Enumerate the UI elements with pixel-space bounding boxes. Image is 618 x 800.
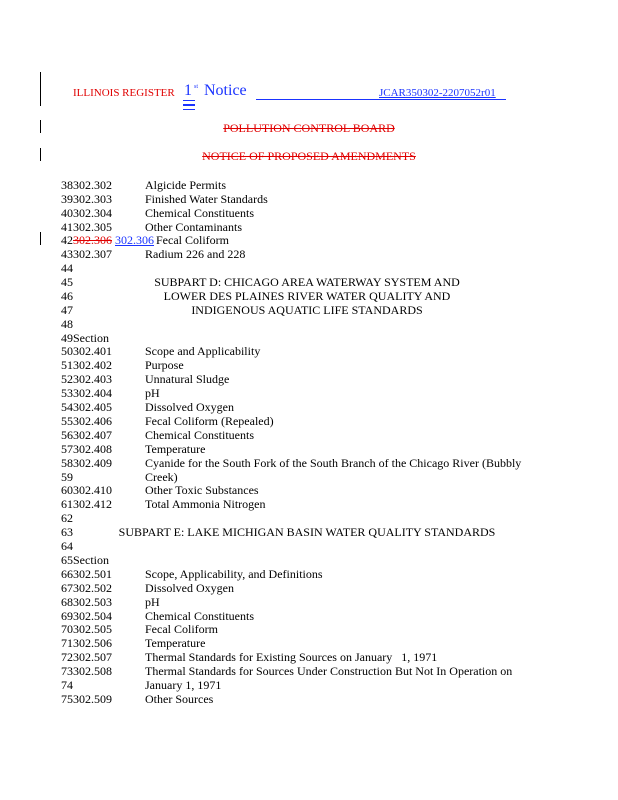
board-name: POLLUTION CONTROL BOARD (223, 121, 395, 135)
line-text: 49 (61, 331, 73, 345)
line-text: 302.508 (73, 664, 112, 678)
line-text: 63 (61, 525, 73, 539)
line-text: 302.407 (73, 428, 112, 442)
line-text: Fecal Coliform (145, 622, 218, 636)
line-text: 71 (61, 636, 73, 650)
line-text: Fecal Coliform (Repealed) (145, 414, 274, 428)
line-text: 302.404 (73, 386, 112, 400)
subpart-heading (61, 275, 581, 289)
line-text: 56 (61, 428, 73, 442)
line-text: 40 (61, 206, 73, 220)
line-text: 53 (61, 386, 73, 400)
line-text: Temperature (145, 636, 206, 650)
line-text: 302.506 (73, 636, 112, 650)
line-text: 302.507 (73, 650, 112, 664)
page-header (73, 83, 513, 103)
line-text: Total Ammonia Nitrogen (145, 497, 266, 511)
line-text: Dissolved Oxygen (145, 581, 234, 595)
line-text: SUBPART E: LAKE MICHIGAN BASIN WATER QUALITY STANDARDS (118, 525, 496, 539)
line-text: 52 (61, 372, 73, 386)
line-text: pH (145, 595, 160, 609)
line-text: 60 (61, 483, 73, 497)
line-text: 48 (61, 317, 73, 331)
line-text: 70 (61, 622, 73, 636)
line-text: Section (73, 331, 109, 345)
line-text: 302.305 (73, 220, 112, 234)
line-text: 38 (61, 178, 73, 192)
document-code: JCAR350302-2207052r01 (379, 87, 496, 99)
line-text: 302.406 (73, 414, 112, 428)
line-text: 46 (61, 289, 73, 303)
line-text: Radium 226 and 228 (145, 247, 246, 261)
inserted-section: 302.306 (115, 233, 154, 247)
line-text: Unnatural Sludge (145, 372, 230, 386)
line-text: 302.502 (73, 581, 112, 595)
page-number-suffix: st (194, 84, 199, 90)
line-text: LOWER DES PLAINES RIVER WATER QUALITY AND (163, 289, 451, 303)
page-number: 1 (184, 82, 192, 99)
line-text: 41 (61, 220, 73, 234)
line-text: 42 (61, 233, 73, 247)
line-text: Finished Water Standards (145, 192, 268, 206)
line-text: 302.503 (73, 595, 112, 609)
line-text: 39 (61, 192, 73, 206)
notice-label: Notice (204, 82, 247, 99)
subpart-heading (61, 289, 581, 303)
line-text: Creek) (145, 470, 178, 484)
line-text: 302.410 (73, 483, 112, 497)
line-text: Other Contaminants (145, 220, 242, 234)
line-text: 57 (61, 442, 73, 456)
line-text: 302.304 (73, 206, 112, 220)
line-text: 302.302 (73, 178, 112, 192)
line-text: Dissolved Oxygen (145, 400, 234, 414)
register-title: ILLINOIS REGISTER (73, 87, 175, 99)
line-text: Chemical Constituents (145, 428, 254, 442)
line-text: 54 (61, 400, 73, 414)
line-text: 67 (61, 581, 73, 595)
line-text: 302.402 (73, 358, 112, 372)
line-text: Thermal Standards for Sources Under Construction But Not In Operation on (145, 664, 513, 678)
line-text: Scope and Applicability (145, 344, 261, 358)
line-text: 75 (61, 692, 73, 706)
line-text: 302.409 (73, 456, 112, 470)
line-text: 44 (61, 261, 73, 275)
line-text: 302.504 (73, 609, 112, 623)
line-text: 45 (61, 275, 73, 289)
line-text: Purpose (145, 358, 184, 372)
line-text: Section (73, 553, 109, 567)
line-text: 302.408 (73, 442, 112, 456)
header-rule (256, 99, 506, 100)
line-text: 302.303 (73, 192, 112, 206)
line-text: Fecal Coliform (156, 233, 229, 247)
line-text: 59 (61, 470, 73, 484)
line-text: 302.412 (73, 497, 112, 511)
line-text: 65 (61, 553, 73, 567)
line-text: Chemical Constituents (145, 206, 254, 220)
line-text: January 1, 1971 (145, 678, 222, 692)
line-text: pH (145, 386, 160, 400)
deleted-section: 302.306 (73, 233, 112, 247)
line-text: 62 (61, 511, 73, 525)
line-text: 302.307 (73, 247, 112, 261)
line-text: 50 (61, 344, 73, 358)
line-text: 43 (61, 247, 73, 261)
line-text: INDIGENOUS AQUATIC LIFE STANDARDS (191, 303, 423, 317)
line-text: 72 (61, 650, 73, 664)
line-text: 51 (61, 358, 73, 372)
line-text: 302.501 (73, 567, 112, 581)
line-text: 302.401 (73, 344, 112, 358)
line-text: 68 (61, 595, 73, 609)
line-text: 58 (61, 456, 73, 470)
line-text: 302.509 (73, 692, 112, 706)
notice-title: NOTICE OF PROPOSED AMENDMENTS (202, 149, 416, 163)
subpart-heading (61, 303, 581, 317)
line-text: Thermal Standards for Existing Sources on January 1, 1971 (145, 650, 438, 664)
line-text: SUBPART D: CHICAGO AREA WATERWAY SYSTEM AND (154, 275, 460, 289)
line-text: 61 (61, 497, 73, 511)
line-text: 66 (61, 567, 73, 581)
double-underline-mark (183, 105, 195, 110)
line-text: Other Toxic Substances (145, 483, 259, 497)
line-text: Temperature (145, 442, 206, 456)
line-text: Chemical Constituents (145, 609, 254, 623)
line-text: 302.405 (73, 400, 112, 414)
line-text: Algicide Permits (145, 178, 226, 192)
change-bar (40, 72, 41, 106)
line-text: 302.403 (73, 372, 112, 386)
line-text: 55 (61, 414, 73, 428)
change-bar (40, 232, 41, 245)
subpart-heading (61, 525, 581, 539)
line-text: 74 (61, 678, 73, 692)
line-text: 47 (61, 303, 73, 317)
line-text: Scope, Applicability, and Definitions (145, 567, 323, 581)
line-text: 64 (61, 539, 73, 553)
line-text: 73 (61, 664, 73, 678)
line-text: Cyanide for the South Fork of the South Branch of the Chicago River (Bubbly (145, 456, 522, 470)
line-text: Other Sources (145, 692, 214, 706)
line-text: 302.505 (73, 622, 112, 636)
line-text: 69 (61, 609, 73, 623)
